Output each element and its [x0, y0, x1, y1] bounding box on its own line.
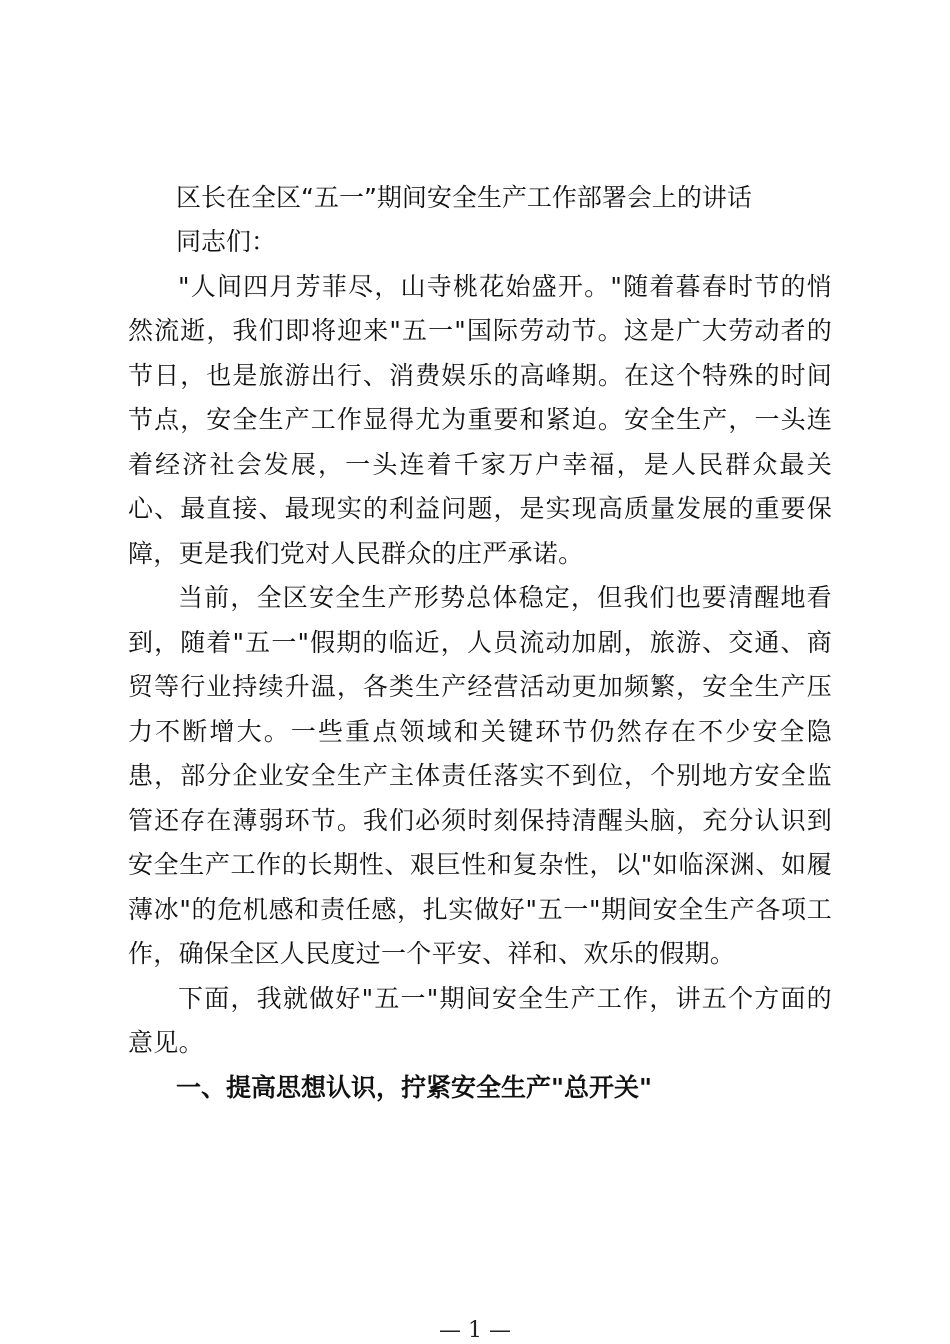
- salutation: 同志们：: [176, 227, 277, 256]
- document-body: [128, 176, 832, 1110]
- document-title: 区长在全区“五一”期间安全生产工作部署会上的讲话: [176, 183, 752, 212]
- paragraph-1: "人间四月芳菲尽，山寺桃花始盛开。"随着暮春时节的悄然流逝，我们即将迎来"五一"国际劳动节。这是广大劳动者的节日，也是旅游出行、消费娱乐的高峰期。在这个特殊的时间节点，安全生产工作显得尤为重要和紧迫。安全生产，一头连着经济社会发展，一头连着千家万户幸福，是人民群众最关心、最直接、最现实的利益问题，是实现高质量发展的重要保障，更是我们党对人民群众的庄严承诺。: [128, 271, 832, 568]
- page-number: — 1 —: [439, 1318, 511, 1343]
- paragraph-3: 下面，我就做好"五一"期间安全生产工作，讲五个方面的意见。: [128, 983, 832, 1057]
- paragraph-2: 当前，全区安全生产形势总体稳定，但我们也要清醒地看到，随着"五一"假期的临近，人员流动加剧，旅游、交通、商贸等行业持续升温，各类生产经营活动更加频繁，安全生产压力不断增大。一些重点领域和关键环节仍然存在不少安全隐患，部分企业安全生产主体责任落实不到位，个别地方安全监管还存在薄弱环节。我们必须时刻保持清醒头脑，充分认识到安全生产工作的长期性、艰巨性和复杂性，以"如临深渊、如履薄冰"的危机感和责任感，扎实做好"五一"期间安全生产各项工作，确保全区人民度过一个平安、祥和、欢乐的假期。: [128, 583, 832, 968]
- section-heading: 一、提高思想认识，拧紧安全生产"总开关": [176, 1072, 653, 1102]
